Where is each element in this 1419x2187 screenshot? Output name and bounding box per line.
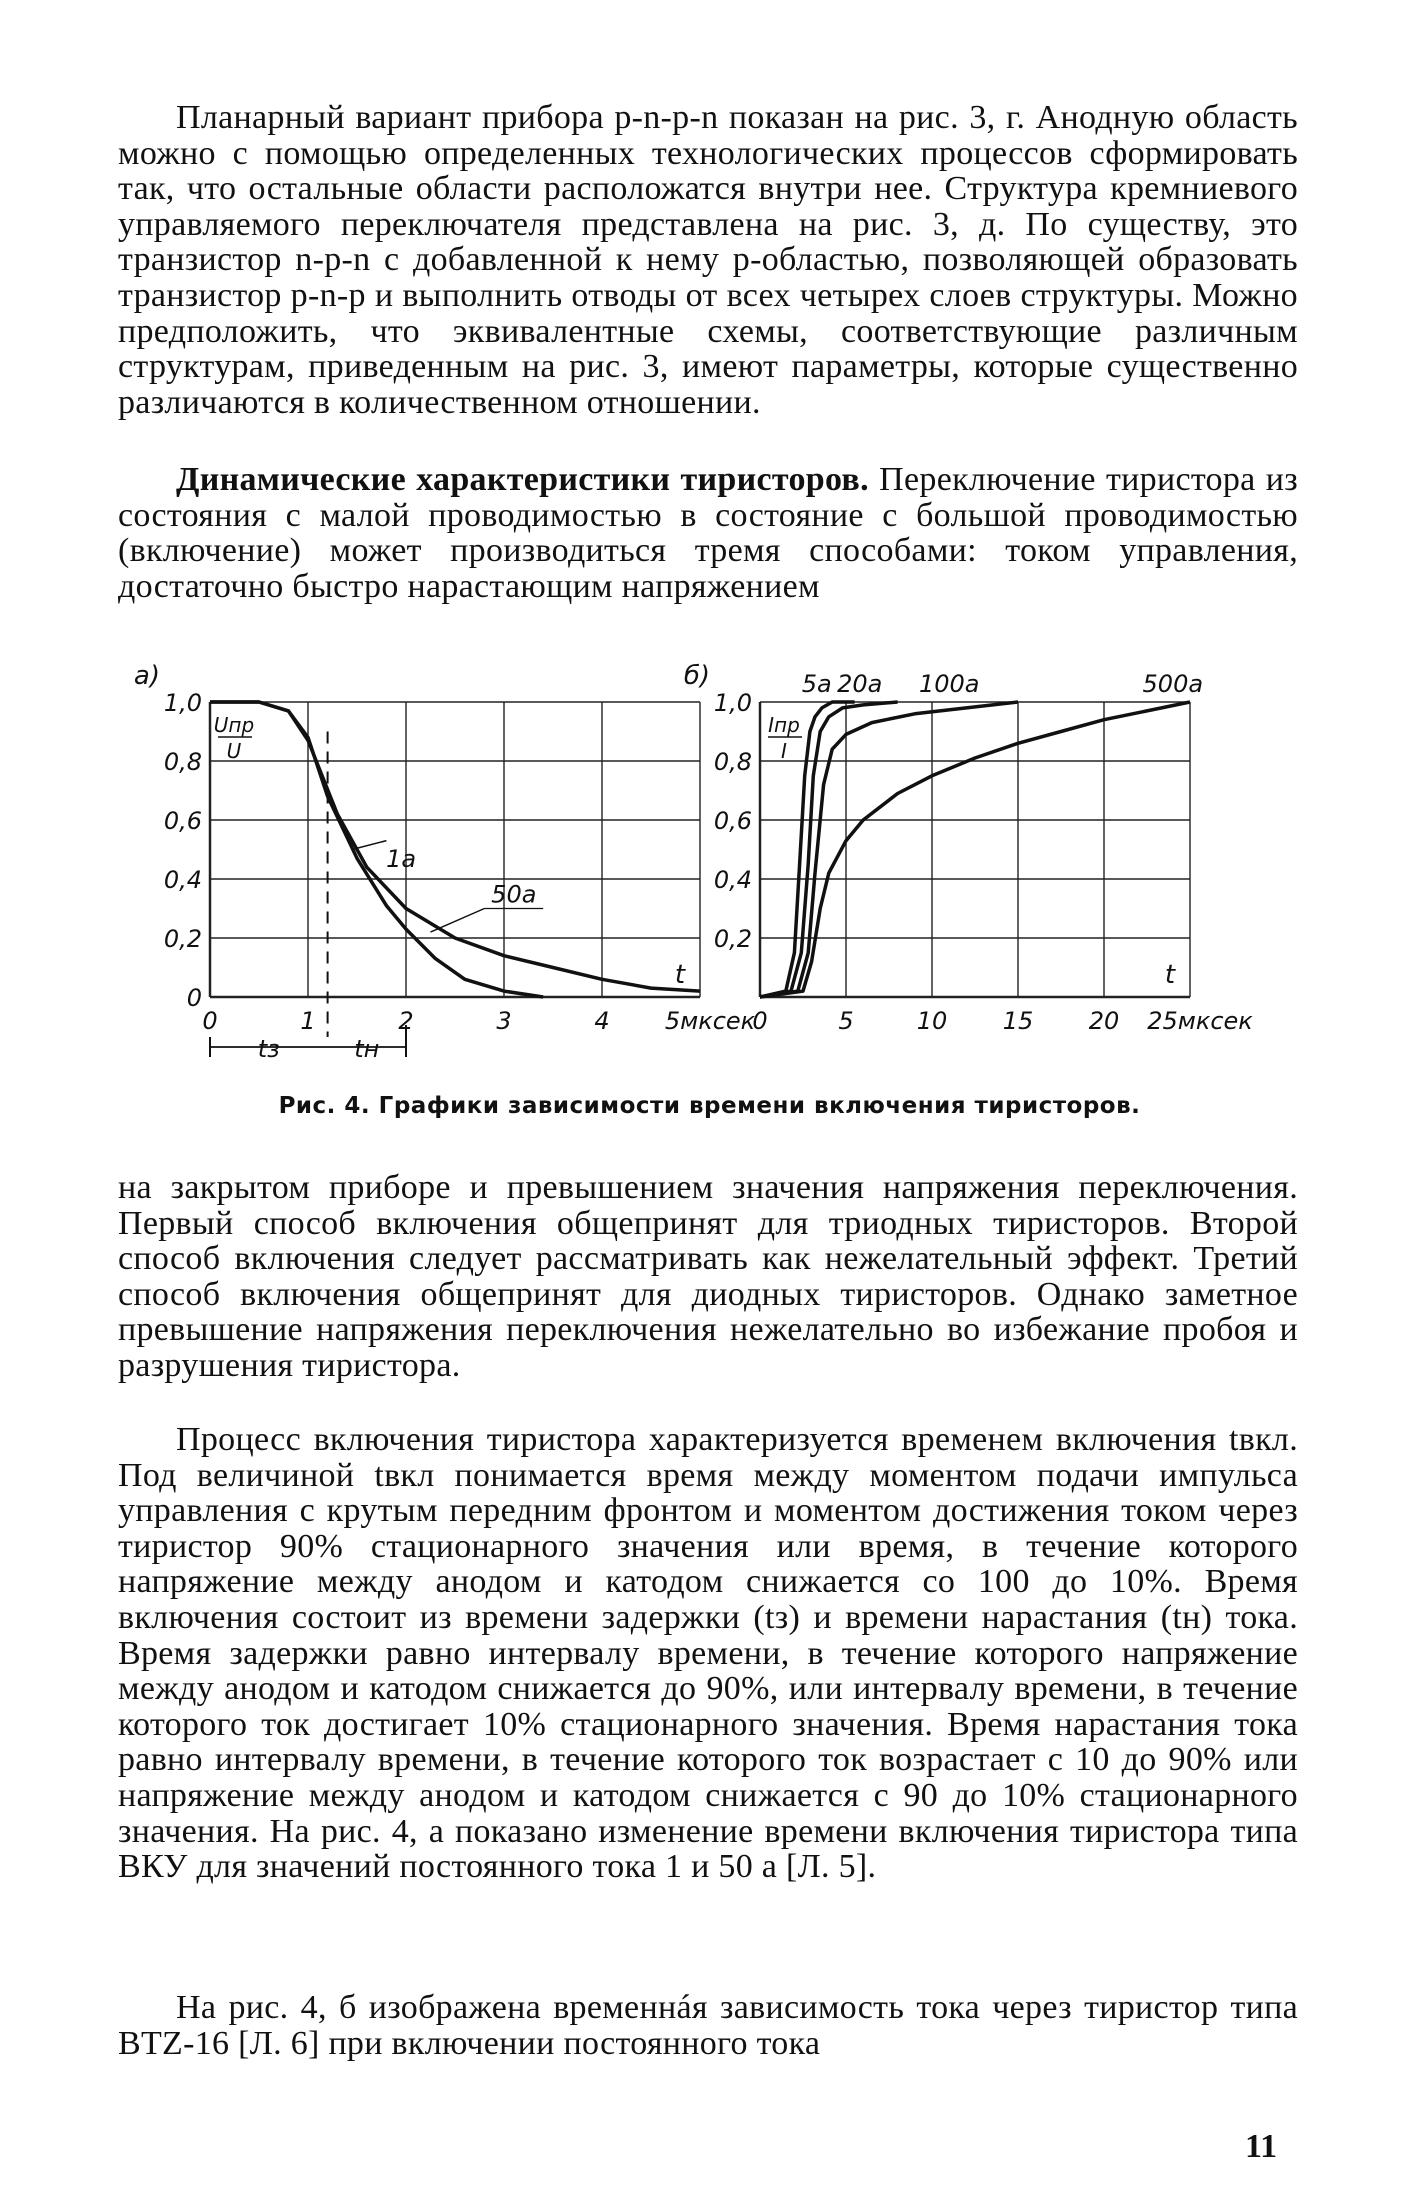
x-tick-label: 15 xyxy=(1002,1007,1034,1035)
paragraph-4 xyxy=(118,1422,1298,1885)
x-tick-label: 20 xyxy=(1088,1007,1120,1035)
interval-label-delay: tз xyxy=(257,1035,280,1063)
y-tick-label: 0,4 xyxy=(713,866,752,894)
y-tick-label: 0,8 xyxy=(713,748,752,776)
x-tick-label: 10 xyxy=(916,1007,948,1035)
ylabel-numerator: Uпр xyxy=(213,713,255,737)
series-line-500а xyxy=(760,702,1190,997)
paragraph-5 xyxy=(118,1990,1298,2061)
series-label: 1а xyxy=(386,845,417,874)
y-tick-label: 0,4 xyxy=(163,866,202,894)
x-tick-label: 5 xyxy=(838,1007,854,1035)
series-label: 500а xyxy=(1142,670,1204,698)
xlabel: t xyxy=(674,960,686,990)
y-tick-label: 0,2 xyxy=(163,925,202,953)
y-tick-label: 0,2 xyxy=(713,925,752,953)
series-leader-50a xyxy=(431,909,485,933)
paragraph-4-text: Процесс включения тиристора характеризуется временем включения tвкл. Под величиной tвкл понимается время между моментом подачи импульса управления с крутым передним фронтом и моментом достижения током через тиристор 90% стационарного значения или время, в течение которого напряжение между анодом и катодом снижается со 100 до 10%. Время включения состоит из времени задержки (tз) и времени нарастания (tн) тока. Время задержки равно интервалу времени, в течение которого напряжение между анодом и катодом снижается до 90%, или интервалу времени, в течение которого ток достигает 10% стационарного значения. Время нарастания тока равно интервалу времени, в течение которого ток возрастает с 10 до 90% или напряжение между анодом и катодом снижается с 90 до 10% стационарного значения. На рис. 4, а показано изменение времени включения тиристора типа ВКУ для значений постоянного тока 1 и 50 а [Л. 5]. xyxy=(118,1421,1298,1886)
x-tick-label: 4 xyxy=(594,1007,610,1035)
series-label: 50а xyxy=(491,880,537,909)
y-tick-label: 0,6 xyxy=(713,807,752,835)
x-tick-label: 1 xyxy=(300,1007,316,1035)
figure-caption: Рис. 4. Графики зависимости времени включения тиристоров. xyxy=(278,1093,1141,1119)
y-tick-label: 0 xyxy=(186,984,202,1012)
x-tick-label: 3 xyxy=(496,1007,512,1035)
ylabel-numerator: Iпр xyxy=(768,713,800,737)
y-tick-label: 1,0 xyxy=(713,689,752,717)
paragraph-2 xyxy=(118,462,1298,604)
xlabel: t xyxy=(1164,960,1176,990)
series-label: 100а xyxy=(918,670,980,698)
x-tick-label: 25мксек xyxy=(1147,1007,1253,1035)
section-heading: Динамические характеристики тиристоров. xyxy=(176,461,869,498)
paragraph-5-text: На рис. 4, б изображена временнáя зависимость тока через тиристор типа BTZ-16 [Л. 6] при включении постоянного тока xyxy=(118,1989,1298,2062)
x-tick-label: 5мксек xyxy=(664,1007,756,1035)
panel-label: б) xyxy=(683,661,710,691)
paragraph-1-text: Планарный вариант прибора p-n-p-n показан на рис. 3, г. Анодную область можно с помощью определенных технологических процессов сформировать так, что остальные области расположатся внутри нее. Структура кремниевого управляемого переключателя представлена на рис. 3, д. По существу, это транзистор n-p-n с добавленной к нему p-областью, позволяющей образовать транзистор p-n-p и выполнить отводы от всех четырех слоев структуры. Можно предположить, что эквивалентные схемы, соответствующие различным структурам, приведенным на рис. 3, имеют параметры, которые существенно различаются в количественном отношении. xyxy=(118,99,1298,421)
y-tick-label: 0,6 xyxy=(163,807,202,835)
chart-b xyxy=(684,661,1253,1035)
figure-4 xyxy=(133,640,1290,1080)
series-line-50а xyxy=(210,702,700,991)
series-label: 20а xyxy=(837,670,883,698)
x-tick-label: 2 xyxy=(398,1007,414,1035)
ylabel-denominator: U xyxy=(226,739,242,763)
paragraph-2-text: Переключение тиристора из состояния с малой проводимостью в состояние с большой проводимостью (включение) может производиться тремя способами: током управления, достаточно быстро нарастающим напряжением xyxy=(118,461,1298,605)
paragraph-3-text: на закрытом приборе и превышением значения напряжения переключения. Первый способ включения общепринят для триодных тиристоров. Второй способ включения следует рассматривать как нежелательный эффект. Третий способ включения общепринят для диодных тиристоров. Однако заметное превышение напряжения переключения нежелательно во избежание пробоя и разрушения тиристора. xyxy=(118,1169,1298,1384)
ylabel-denominator: I xyxy=(781,739,787,763)
series-label: 5а xyxy=(801,670,832,698)
y-tick-label: 1,0 xyxy=(163,689,202,717)
paragraph-1 xyxy=(118,100,1298,420)
series-leader-1a xyxy=(352,841,386,850)
figure-4-svg xyxy=(133,640,1290,1080)
x-tick-label: 0 xyxy=(752,1007,768,1035)
y-tick-label: 0,8 xyxy=(163,748,202,776)
interval-label-rise: tн xyxy=(354,1035,380,1063)
page-number: 11 xyxy=(1245,2128,1278,2165)
x-tick-label: 0 xyxy=(202,1007,218,1035)
chart-a xyxy=(134,661,756,1063)
panel-label: а) xyxy=(133,661,160,691)
paragraph-3 xyxy=(118,1170,1298,1384)
